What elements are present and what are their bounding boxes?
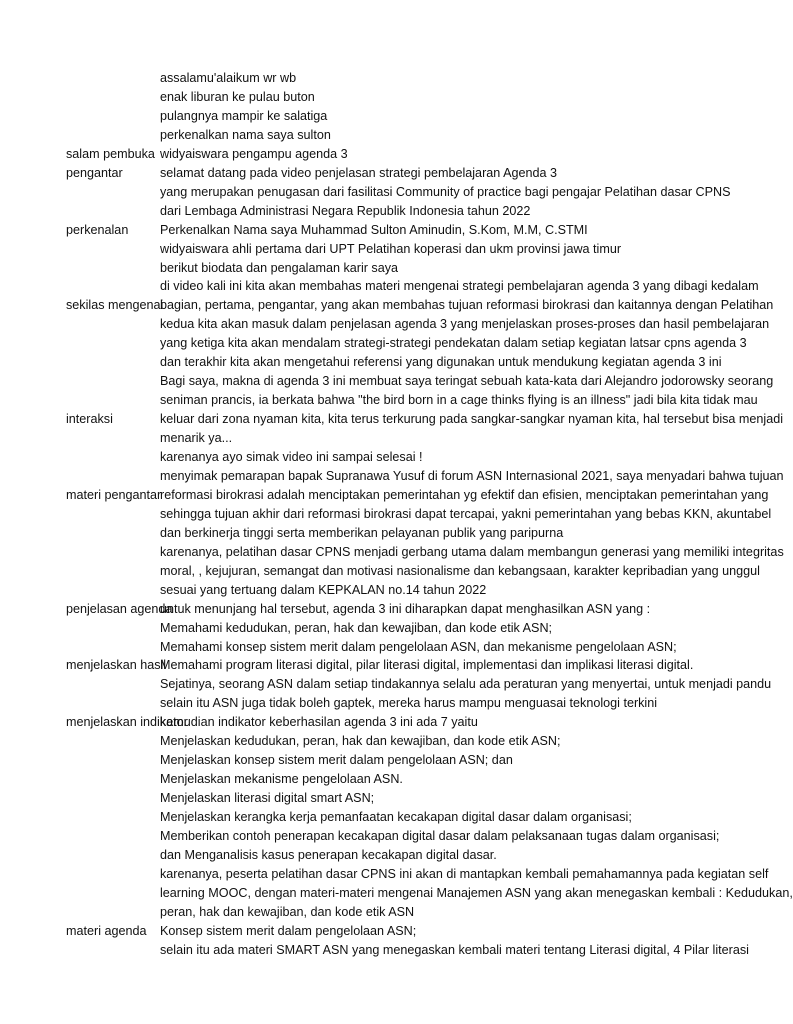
document-row bbox=[0, 619, 768, 638]
document-row bbox=[0, 183, 768, 202]
row-text: Konsep sistem merit dalam pengelolaan ASN; bbox=[160, 923, 417, 938]
row-text: Sejatinya, seorang ASN dalam setiap tindakannya selalu ada peraturan yang menyertai, untuk menjadi pandu bbox=[160, 677, 772, 692]
row-text: karenanya, pelatihan dasar CPNS menjadi gerbang utama dalam membangun generasi yang memiliki integritas bbox=[160, 544, 784, 559]
document-row bbox=[0, 126, 768, 145]
row-text: kemudian indikator keberhasilan agenda 3 ini ada 7 yaitu bbox=[160, 715, 478, 730]
row-label: materi pengantar bbox=[66, 487, 162, 502]
document-row bbox=[0, 675, 772, 694]
row-text: Perkenalkan Nama saya Muhammad Sulton Aminudin, S.Kom, M.M, C.STMI bbox=[160, 222, 588, 237]
document-row bbox=[0, 277, 768, 296]
document-row bbox=[0, 164, 768, 183]
document-row bbox=[0, 372, 774, 391]
row-label: penjelasan agenda bbox=[66, 601, 173, 616]
row-text: peran, hak dan kewajiban, dan kode etik ASN bbox=[160, 904, 415, 919]
document-row bbox=[0, 789, 768, 808]
row-text: dan berkinerja tinggi serta memberikan pelayanan publik yang paripurna bbox=[160, 525, 564, 540]
document-row bbox=[0, 107, 768, 126]
document-row bbox=[0, 202, 768, 221]
document-row bbox=[0, 353, 768, 372]
row-text: Menjelaskan kedudukan, peran, hak dan kewajiban, dan kode etik ASN; bbox=[160, 734, 561, 749]
document-row bbox=[0, 391, 768, 410]
row-text: menarik ya... bbox=[160, 431, 233, 446]
document-row bbox=[0, 751, 768, 770]
document-row bbox=[0, 922, 768, 941]
row-text: Memahami program literasi digital, pilar literasi digital, implementasi dan implikasi literasi digital. bbox=[160, 658, 694, 673]
document-row bbox=[0, 69, 768, 88]
document-row bbox=[0, 732, 768, 751]
row-text: yang ketiga kita akan mendalam strategi-strategi pendekatan dalam setiap kegiatan latsar cpns agenda 3 bbox=[160, 336, 747, 351]
row-text: assalamu'alaikum wr wb bbox=[160, 71, 297, 85]
row-label: pengantar bbox=[66, 165, 123, 180]
row-text: karenanya, peserta pelatihan dasar CPNS ini akan di mantapkan kembali pemahamannya pada kegiatan self bbox=[160, 866, 769, 881]
row-text: di video kali ini kita akan membahas materi mengenai strategi pembelajaran agenda 3 yang dibagi kedalam bbox=[160, 279, 759, 294]
row-label: perkenalan bbox=[66, 222, 129, 237]
row-text: learning MOOC, dengan materi-materi mengenai Manajemen ASN yang akan menegaskan kembali : Kedudukan, bbox=[160, 885, 793, 900]
document-row bbox=[0, 846, 768, 865]
document-row bbox=[0, 865, 768, 884]
row-text: sesuai yang tertuang dalam KEPKALAN no.14 tahun 2022 bbox=[160, 582, 487, 597]
document-row bbox=[0, 694, 768, 713]
row-text: reformasi birokrasi adalah menciptakan pemerintahan yg efektif dan efisien, menciptakan pemerintahan yang bbox=[160, 487, 769, 502]
row-text: Bagi saya, makna di agenda 3 ini membuat saya teringat sebuah kata-kata dari Alejandro jodorowsky seorang bbox=[160, 374, 774, 389]
row-label: menjelaskan hasil bbox=[66, 658, 167, 673]
document-row bbox=[0, 827, 768, 846]
document-row bbox=[0, 296, 774, 315]
document-row bbox=[0, 221, 768, 240]
document-row bbox=[0, 638, 768, 657]
row-text: Menjelaskan mekanisme pengelolaan ASN. bbox=[160, 772, 403, 787]
row-text: Memahami konsep sistem merit dalam pengelolaan ASN, dan mekanisme pengelolaan ASN; bbox=[160, 639, 677, 654]
document-row bbox=[0, 581, 768, 600]
document-row bbox=[0, 88, 768, 107]
row-text: menyimak pemarapan bapak Supranawa Yusuf di forum ASN Internasional 2021, saya menyadari bahwa tujuan bbox=[160, 468, 784, 483]
document-row bbox=[0, 448, 768, 467]
row-text: Menjelaskan konsep sistem merit dalam pengelolaan ASN; dan bbox=[160, 753, 513, 768]
row-text: Menjelaskan kerangka kerja pemanfaatan kecakapan digital dasar dalam organisasi; bbox=[160, 810, 632, 825]
document-row bbox=[0, 334, 768, 353]
document-row bbox=[0, 429, 768, 448]
document-row bbox=[0, 543, 784, 562]
document-row bbox=[0, 808, 768, 827]
row-text: bagian, pertama, pengantar, yang akan membahas tujuan reformasi birokrasi dan kaitannya dengan Pelatihan bbox=[160, 298, 774, 313]
row-text: selain itu ASN juga tidak boleh gaptek, mereka harus mampu menguasai teknologi terkini bbox=[160, 696, 658, 711]
document-row bbox=[0, 713, 768, 732]
document-row bbox=[0, 145, 768, 164]
row-text: selain itu ada materi SMART ASN yang menegaskan kembali materi tentang Literasi digital, 4 Pilar literasi bbox=[160, 942, 749, 957]
document-row bbox=[0, 941, 768, 960]
document-row bbox=[0, 770, 768, 789]
row-text: widyaiswara pengampu agenda 3 bbox=[160, 146, 348, 161]
row-text: seniman prancis, ia berkata bahwa "the bird born in a cage thinks flying is an illness" jadi bila kita tidak mau bbox=[160, 393, 758, 408]
row-text: kedua kita akan masuk dalam penjelasan agenda 3 yang menjelaskan proses-proses dan hasil pembelajaran bbox=[160, 317, 770, 332]
row-label: interaksi bbox=[66, 412, 113, 427]
row-text: berikut biodata dan pengalaman karir saya bbox=[160, 260, 399, 275]
row-label: sekilas mengenai bbox=[66, 298, 164, 313]
row-text: Memahami kedudukan, peran, hak dan kewajiban, dan kode etik ASN; bbox=[160, 620, 553, 635]
row-text: dan terakhir kita akan mengetahui referensi yang digunakan untuk mendukung kegiatan agenda 3 ini bbox=[160, 355, 722, 370]
document-row bbox=[0, 600, 768, 619]
row-text: widyaiswara ahli pertama dari UPT Pelatihan koperasi dan ukm provinsi jawa timur bbox=[160, 241, 622, 256]
row-label: materi agenda bbox=[66, 923, 147, 938]
row-text: dari Lembaga Administrasi Negara Republik Indonesia tahun 2022 bbox=[160, 203, 531, 218]
row-text: yang merupakan penugasan dari fasilitasi Community of practice bagi pengajar Pelatihan dasar CPNS bbox=[160, 184, 731, 199]
row-text: perkenalkan nama saya sulton bbox=[160, 127, 331, 142]
document-row bbox=[0, 240, 768, 259]
document-row bbox=[0, 259, 768, 278]
document-row bbox=[0, 315, 768, 334]
row-label: menjelaskan indikator bbox=[66, 715, 188, 730]
row-text: sehingga tujuan akhir dari reformasi birokrasi dapat tercapai, yakni pemerintahan yang bebas KKN, akuntabel bbox=[160, 506, 772, 521]
row-text: moral, , kejujuran, semangat dan motivasi nasionalisme dan kebangsaan, karakter kepribadian yang unggul bbox=[160, 563, 760, 578]
row-text: Menjelaskan literasi digital smart ASN; bbox=[160, 791, 375, 806]
document-row bbox=[0, 467, 784, 486]
document-row bbox=[0, 562, 768, 581]
document-row bbox=[0, 524, 768, 543]
document-row bbox=[0, 486, 768, 505]
document-row bbox=[0, 410, 784, 429]
document-row bbox=[0, 884, 793, 903]
row-text: karenanya ayo simak video ini sampai selesai ! bbox=[160, 450, 423, 464]
row-text: untuk menunjang hal tersebut, agenda 3 ini diharapkan dapat menghasilkan ASN yang : bbox=[160, 601, 651, 616]
row-text: enak liburan ke pulau buton bbox=[160, 89, 315, 104]
row-text: selamat datang pada video penjelasan strategi pembelajaran Agenda 3 bbox=[160, 165, 557, 180]
document-row bbox=[0, 656, 768, 675]
row-text: dan Menganalisis kasus penerapan kecakapan digital dasar. bbox=[160, 847, 497, 862]
row-text: pulangnya mampir ke salatiga bbox=[160, 108, 328, 123]
document-row bbox=[0, 903, 768, 922]
row-label: salam pembuka bbox=[66, 146, 155, 161]
row-text: keluar dari zona nyaman kita, kita terus terkurung pada sangkar-sangkar nyaman kita, hal tersebut bisa menjadi bbox=[160, 412, 784, 427]
document-row bbox=[0, 505, 772, 524]
row-text: Memberikan contoh penerapan kecakapan digital dasar dalam pelaksanaan tugas dalam organisasi; bbox=[160, 829, 720, 843]
